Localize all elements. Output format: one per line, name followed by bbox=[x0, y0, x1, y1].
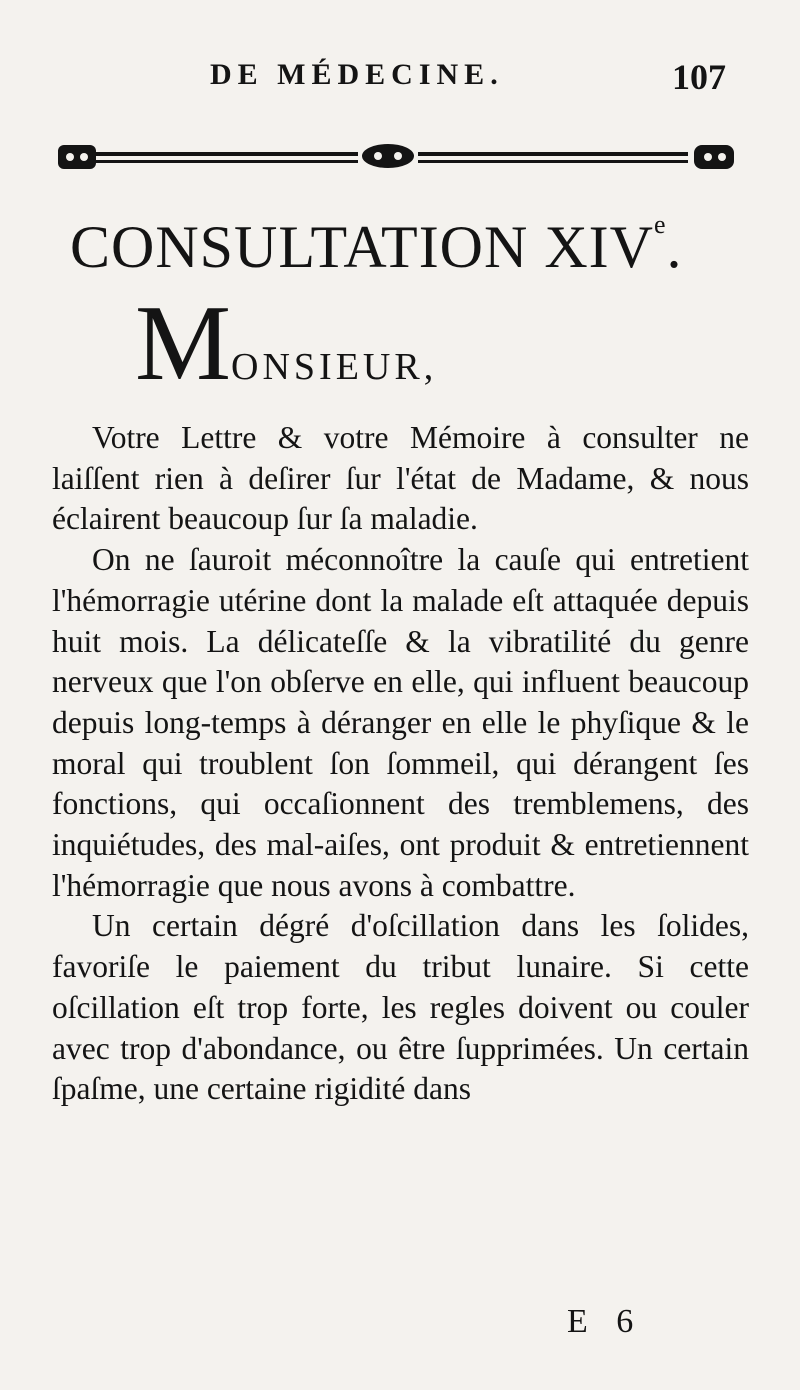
title-dot: . bbox=[666, 214, 683, 280]
salutation-rest: ONSIEUR, bbox=[231, 346, 438, 388]
drop-cap: M bbox=[135, 284, 232, 403]
paragraph: On ne ſauroit méconnoître la cauſe qui entretient l'hémorragie utérine dont la malade eſt attaquée depuis huit mois. La délicateſſe & la vibratilité du genre nerveux que l'on obſerve en elle, qui influent beaucoup depuis long-temps à déranger en elle le phyſique & le moral qui troublent ſon ſommeil, qui dérangent ſes fonctions, qui occaſionnent des tremblemens, des inquiétudes, des mal-aiſes, ont produit & entretiennent l'hémorragie que nous avons à combattre. bbox=[52, 542, 749, 903]
paragraph: Un certain dégré d'oſcillation dans les ſolides, favoriſe le paiement du tribut lunaire. Si cette oſcillation eſt trop forte, les regles doivent ou couler avec trop d'abondance, ou être ſupprimées. Un certain ſpaſme, une certaine rigidité dans bbox=[52, 908, 749, 1107]
running-head: DE MÉDECINE. bbox=[210, 58, 504, 91]
decorative-rule-ornament bbox=[58, 135, 738, 179]
title-superscript: e bbox=[653, 210, 667, 239]
salutation bbox=[135, 284, 438, 403]
paragraph: Votre Lettre & votre Mémoire à consulter ne laiſſent rien à deſirer ſur l'état de Madame, & nous éclairent beaucoup ſur ſa maladie. bbox=[52, 420, 749, 537]
signature-mark: E 6 bbox=[567, 1303, 644, 1340]
body-text bbox=[52, 418, 749, 1110]
title-text: CONSULTATION XIV bbox=[70, 214, 654, 280]
page-number: 107 bbox=[672, 57, 726, 97]
consultation-title bbox=[70, 210, 683, 282]
